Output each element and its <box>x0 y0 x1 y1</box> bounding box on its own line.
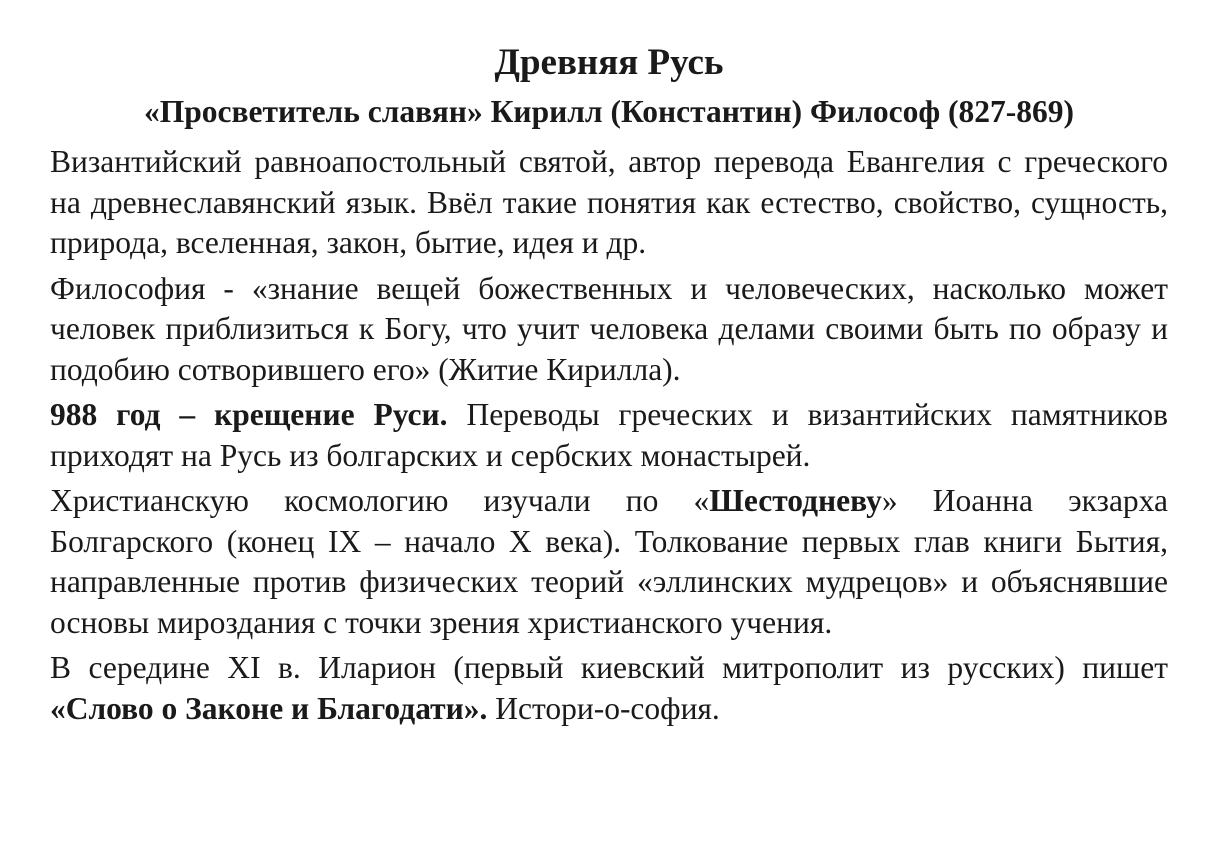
cosmology-text-after: » Иоанна экзарха Болгарского (конец IX – начало X века). Толкование первых глав книги Бытия, направленные против физических теорий «эллинских мудрецов» и объяснявшие основы мироздания с точки зрения христианского учения. <box>50 483 1168 640</box>
paragraph-cyril-bio: Византийский равноапостольный святой, автор перевода Евангелия с греческого на древнеславянский язык. Ввёл такие понятия как естество, свойство, сущность, природа, вселенная, закон, бытие, идея и др. <box>50 144 1168 260</box>
paragraph-cosmology <box>50 481 1168 643</box>
cosmology-text-before: Христианскую космологию изучали по « <box>50 483 710 518</box>
hilarion-text-before: В середине XI в. Иларион (первый киевский митрополит из русских) пишет <box>50 650 1168 685</box>
shestodnev-bold: Шестодневу <box>709 483 882 518</box>
baptism-heading-bold: 988 год – крещение Руси. <box>50 397 448 432</box>
paragraph-baptism-of-rus <box>50 395 1168 476</box>
paragraph-philosophy-definition: Философия - «знание вещей божественных и человеческих, насколько может человек приблизиться к Богу, что учит человека делами своими быть по образу и подобию сотворившего его» (Житие Кирилла). <box>50 270 1168 387</box>
hilarion-text-after: Истори-о-софия. <box>487 690 720 726</box>
page-subtitle: «Просветитель славян» Кирилл (Константин) Философ (827-869) <box>143 94 1074 129</box>
document-page <box>50 38 1168 729</box>
paragraph-hilarion <box>50 648 1168 729</box>
page-title: Древняя Русь <box>494 42 724 83</box>
slovo-title-bold: «Слово о Законе и Благодати». <box>50 690 488 726</box>
baptism-text: Переводы греческих и византийских памятников приходят на Русь из болгарских и сербских монастырей. <box>50 397 1168 473</box>
